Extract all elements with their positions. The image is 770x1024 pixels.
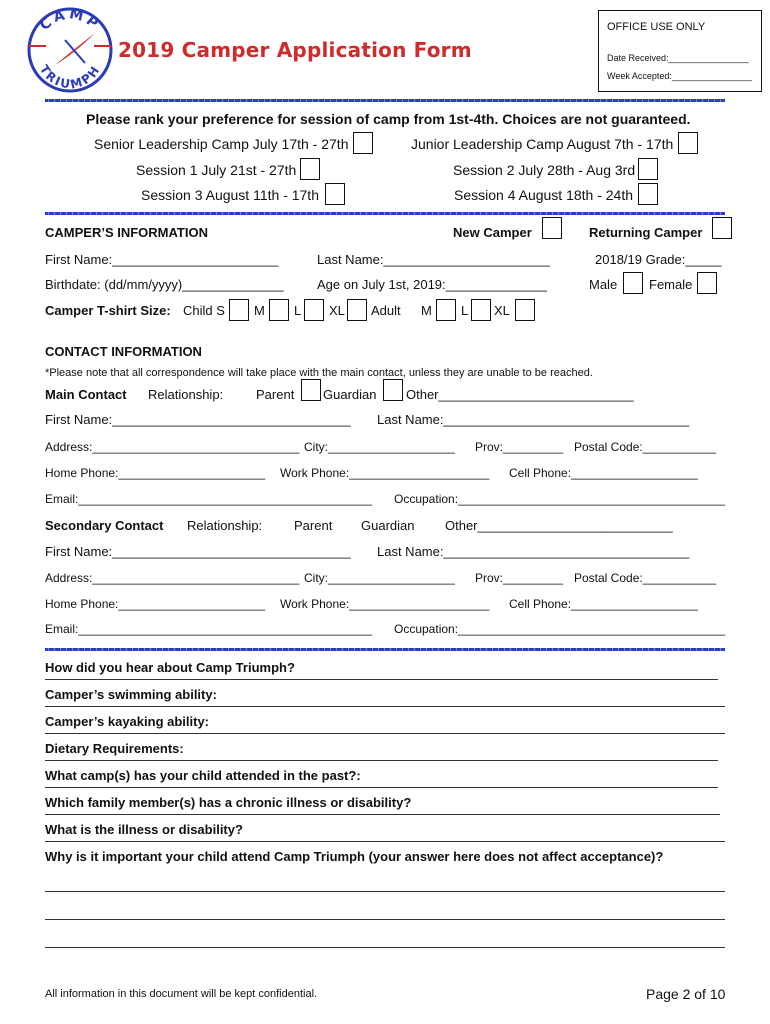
session-1-label: Session 1 July 21st - 27th <box>136 162 297 178</box>
returning-camper-checkbox[interactable] <box>712 217 732 239</box>
secondary-first-name-field[interactable]: First Name:_________________________________ <box>45 544 351 559</box>
week-accepted-field[interactable]: Week Accepted:________________ <box>607 71 752 81</box>
office-use-box <box>598 10 762 92</box>
question-why-important <box>45 848 663 866</box>
contact-note: *Please note that all correspondence will take place with the main contact, unless they are unable to be reached. <box>45 367 593 379</box>
session-4-label: Session 4 August 18th - 24th <box>454 187 634 203</box>
junior-leadership-checkbox[interactable] <box>678 132 698 154</box>
answer-line[interactable] <box>45 899 725 920</box>
camper-first-name-field[interactable]: First Name:_______________________ <box>45 252 279 267</box>
secondary-email-field[interactable]: Email:____________________________________________ <box>45 622 372 636</box>
secondary-cell-phone-field[interactable]: Cell Phone:___________________ <box>509 597 698 611</box>
form-title: 2019 Camper Application Form <box>118 38 472 62</box>
senior-leadership-checkbox[interactable] <box>353 132 373 154</box>
page-number: Page 2 of 10 <box>646 986 726 1002</box>
answer-line[interactable] <box>45 871 725 892</box>
session-instruction: Please rank your preference for session of camp from 1st-4th. Choices are not guaranteed. <box>86 111 691 127</box>
secondary-parent-label: Parent <box>294 518 333 533</box>
secondary-postal-field[interactable]: Postal Code:___________ <box>574 571 717 585</box>
main-parent-checkbox[interactable] <box>301 379 321 401</box>
tshirt-adult-m-label: M <box>421 303 432 318</box>
new-camper-label: New Camper <box>453 225 532 240</box>
tshirt-child-l-checkbox[interactable] <box>304 299 324 321</box>
logo-text-top: CAMP <box>36 6 104 34</box>
secondary-other-field[interactable]: Other___________________________ <box>445 518 673 533</box>
secondary-guardian-label: Guardian <box>361 518 415 533</box>
camper-age-field[interactable]: Age on July 1st, 2019:______________ <box>317 277 547 292</box>
main-occupation-field[interactable]: Occupation:________________________________________ <box>394 492 725 506</box>
tshirt-child-xl-checkbox[interactable] <box>347 299 367 321</box>
secondary-work-phone-field[interactable]: Work Phone:_____________________ <box>280 597 490 611</box>
question-label: Dietary Requirements: <box>45 741 184 756</box>
session-2-checkbox[interactable] <box>638 158 658 180</box>
question-swimming[interactable] <box>45 686 725 707</box>
main-relationship-label: Relationship: <box>148 387 224 402</box>
svg-text:TRIUMPH <box>37 62 103 91</box>
main-address-field[interactable]: Address:_______________________________ <box>45 440 300 454</box>
main-guardian-checkbox[interactable] <box>383 379 403 401</box>
answer-line[interactable] <box>45 927 725 948</box>
main-email-field[interactable]: Email:____________________________________________ <box>45 492 372 506</box>
female-checkbox[interactable] <box>697 272 717 294</box>
tshirt-child-xl-label: XL <box>329 303 345 318</box>
question-label: What is the illness or disability? <box>45 822 243 837</box>
question-how-heard[interactable] <box>45 659 718 680</box>
question-dietary[interactable] <box>45 740 718 761</box>
tshirt-adult-l-label: L <box>461 303 469 318</box>
secondary-home-phone-field[interactable]: Home Phone:______________________ <box>45 597 266 611</box>
secondary-prov-field[interactable]: Prov:_________ <box>475 571 564 585</box>
question-family-member[interactable] <box>45 794 720 815</box>
question-label: What camp(s) has your child attended in the past?: <box>45 768 361 783</box>
date-received-field[interactable]: Date Received:________________ <box>607 53 749 63</box>
question-label: Camper’s kayaking ability: <box>45 714 210 729</box>
junior-leadership-label: Junior Leadership Camp August 7th - 17th <box>411 136 674 152</box>
main-postal-field[interactable]: Postal Code:___________ <box>574 440 717 454</box>
new-camper-checkbox[interactable] <box>542 217 562 239</box>
question-label: How did you hear about Camp Triumph? <box>45 660 295 675</box>
contact-info-heading: CONTACT INFORMATION <box>45 344 202 359</box>
secondary-occupation-field[interactable]: Occupation:________________________________________ <box>394 622 725 636</box>
secondary-contact-label: Secondary Contact <box>45 518 164 533</box>
main-contact-label: Main Contact <box>45 387 127 402</box>
session-4-checkbox[interactable] <box>638 183 658 205</box>
tshirt-label: Camper T-shirt Size: <box>45 303 171 318</box>
tshirt-child-s-checkbox[interactable] <box>229 299 249 321</box>
main-city-field[interactable]: City:___________________ <box>304 440 455 454</box>
main-work-phone-field[interactable]: Work Phone:_____________________ <box>280 466 490 480</box>
secondary-last-name-field[interactable]: Last Name:__________________________________ <box>377 544 690 559</box>
question-illness[interactable] <box>45 821 725 842</box>
tshirt-adult-l-checkbox[interactable] <box>471 299 491 321</box>
tshirt-child-s-label: Child S <box>183 303 225 318</box>
female-label: Female <box>649 277 693 292</box>
main-parent-label: Parent <box>256 387 295 402</box>
confidential-note: All information in this document will be kept confidential. <box>45 988 318 1000</box>
camp-triumph-logo <box>25 5 115 95</box>
question-kayaking[interactable] <box>45 713 725 734</box>
main-other-field[interactable]: Other___________________________ <box>406 387 634 402</box>
tshirt-child-m-label: M <box>254 303 265 318</box>
main-last-name-field[interactable]: Last Name:__________________________________ <box>377 412 690 427</box>
tshirt-child-l-label: L <box>294 303 302 318</box>
session-3-checkbox[interactable] <box>325 183 345 205</box>
camper-last-name-field[interactable]: Last Name:_______________________ <box>317 252 550 267</box>
divider <box>45 212 725 215</box>
session-2-label: Session 2 July 28th - Aug 3rd <box>453 162 636 178</box>
logo-text-bottom: TRIUMPH <box>36 62 104 92</box>
tshirt-adult-label: Adult <box>371 303 401 318</box>
secondary-city-field[interactable]: City:___________________ <box>304 571 455 585</box>
main-prov-field[interactable]: Prov:_________ <box>475 440 564 454</box>
tshirt-adult-xl-checkbox[interactable] <box>515 299 535 321</box>
secondary-address-field[interactable]: Address:_______________________________ <box>45 571 300 585</box>
session-1-checkbox[interactable] <box>300 158 320 180</box>
question-label: Camper’s swimming ability: <box>45 687 217 702</box>
camper-birthdate-field[interactable]: Birthdate: (dd/mm/yyyy)______________ <box>45 277 284 292</box>
tshirt-adult-m-checkbox[interactable] <box>436 299 456 321</box>
session-3-label: Session 3 August 11th - 17th <box>141 187 319 203</box>
tshirt-adult-xl-label: XL <box>494 303 510 318</box>
main-home-phone-field[interactable]: Home Phone:______________________ <box>45 466 266 480</box>
male-checkbox[interactable] <box>623 272 643 294</box>
question-past-camps[interactable] <box>45 767 718 788</box>
divider <box>45 99 725 102</box>
divider <box>45 648 725 651</box>
tshirt-child-m-checkbox[interactable] <box>269 299 289 321</box>
camper-info-heading: CAMPER’S INFORMATION <box>45 225 208 240</box>
camper-grade-field[interactable]: 2018/19 Grade:_____ <box>595 252 722 267</box>
secondary-relationship-label: Relationship: <box>187 518 263 533</box>
main-cell-phone-field[interactable]: Cell Phone:___________________ <box>509 466 698 480</box>
male-label: Male <box>589 277 618 292</box>
question-label: Why is it important your child attend Camp Triumph (your answer here does not affect acceptance)? <box>45 849 664 864</box>
main-first-name-field[interactable]: First Name:_________________________________ <box>45 412 351 427</box>
senior-leadership-label: Senior Leadership Camp July 17th - 27th <box>94 136 349 152</box>
main-guardian-label: Guardian <box>323 387 377 402</box>
question-label: Which family member(s) has a chronic illness or disability? <box>45 795 412 810</box>
office-use-title: OFFICE USE ONLY <box>607 21 706 33</box>
returning-camper-label: Returning Camper <box>589 225 703 240</box>
